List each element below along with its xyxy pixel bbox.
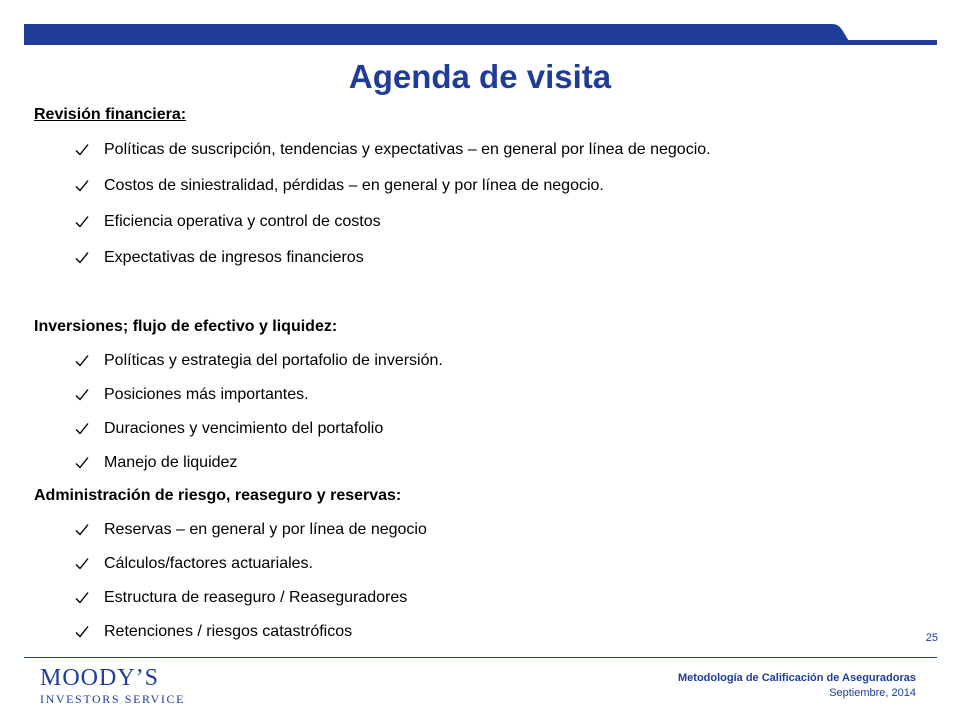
list-item-text: Eficiencia operativa y control de costos xyxy=(104,213,381,230)
checkmark-icon xyxy=(74,522,90,538)
checkmark-icon xyxy=(74,421,90,437)
list-item xyxy=(74,623,352,641)
list-item-text: Manejo de liquidez xyxy=(104,454,238,471)
checkmark-icon xyxy=(74,142,90,158)
section-heading-risk-management: Administración de riesgo, reaseguro y reservas: xyxy=(34,487,402,504)
list-item-text: Retenciones / riesgos catastróficos xyxy=(104,623,353,640)
list-item xyxy=(74,141,711,159)
footer-info xyxy=(678,672,916,699)
list-item-text: Costos de siniestralidad, pérdidas – en general y por línea de negocio. xyxy=(104,177,604,194)
footer-divider xyxy=(24,657,937,658)
checkmark-icon xyxy=(74,624,90,640)
list-item xyxy=(74,386,309,404)
list-item-text: Expectativas de ingresos financieros xyxy=(104,249,364,266)
checkmark-icon xyxy=(74,214,90,230)
list-item-text: Posiciones más importantes. xyxy=(104,386,309,403)
list-item-text: Cálculos/factores actuariales. xyxy=(104,555,313,572)
list-item xyxy=(74,249,364,267)
list-item-text: Reservas – en general y por línea de negocio xyxy=(104,521,427,538)
list-item xyxy=(74,454,237,472)
list-item xyxy=(74,213,381,231)
checkmark-icon xyxy=(74,250,90,266)
checkmark-icon xyxy=(74,353,90,369)
checkmark-icon xyxy=(74,178,90,194)
checkmark-icon xyxy=(74,556,90,572)
section-heading-financial-review: Revisión financiera: xyxy=(34,106,187,123)
list-item-text: Duraciones y vencimiento del portafolio xyxy=(104,420,384,437)
logo-top-text: MOODY’S xyxy=(40,665,160,691)
list-item xyxy=(74,521,427,539)
list-item xyxy=(74,589,407,607)
footer-title: Metodología de Calificación de Aseguradoras xyxy=(678,672,916,684)
footer-date: Septiembre, 2014 xyxy=(829,687,916,699)
checkmark-icon xyxy=(74,590,90,606)
moodys-logo xyxy=(40,666,185,706)
list-item-text: Políticas y estrategia del portafolio de inversión. xyxy=(104,352,443,369)
slide-title: Agenda de visita xyxy=(348,58,612,95)
list-item-text: Estructura de reaseguro / Reaseguradores xyxy=(104,589,408,606)
list-item-text: Políticas de suscripción, tendencias y expectativas – en general por línea de negocio. xyxy=(104,141,711,158)
list-item xyxy=(74,177,604,195)
logo-bottom-text: INVESTORS SERVICE xyxy=(40,692,186,706)
page-number: 25 xyxy=(925,632,938,644)
header-bar xyxy=(0,0,960,50)
list-item xyxy=(74,555,313,573)
checkmark-icon xyxy=(74,387,90,403)
list-item xyxy=(74,352,443,370)
section-heading-investments: Inversiones; flujo de efectivo y liquidez: xyxy=(34,318,338,335)
list-item xyxy=(74,420,383,438)
checkmark-icon xyxy=(74,455,90,471)
